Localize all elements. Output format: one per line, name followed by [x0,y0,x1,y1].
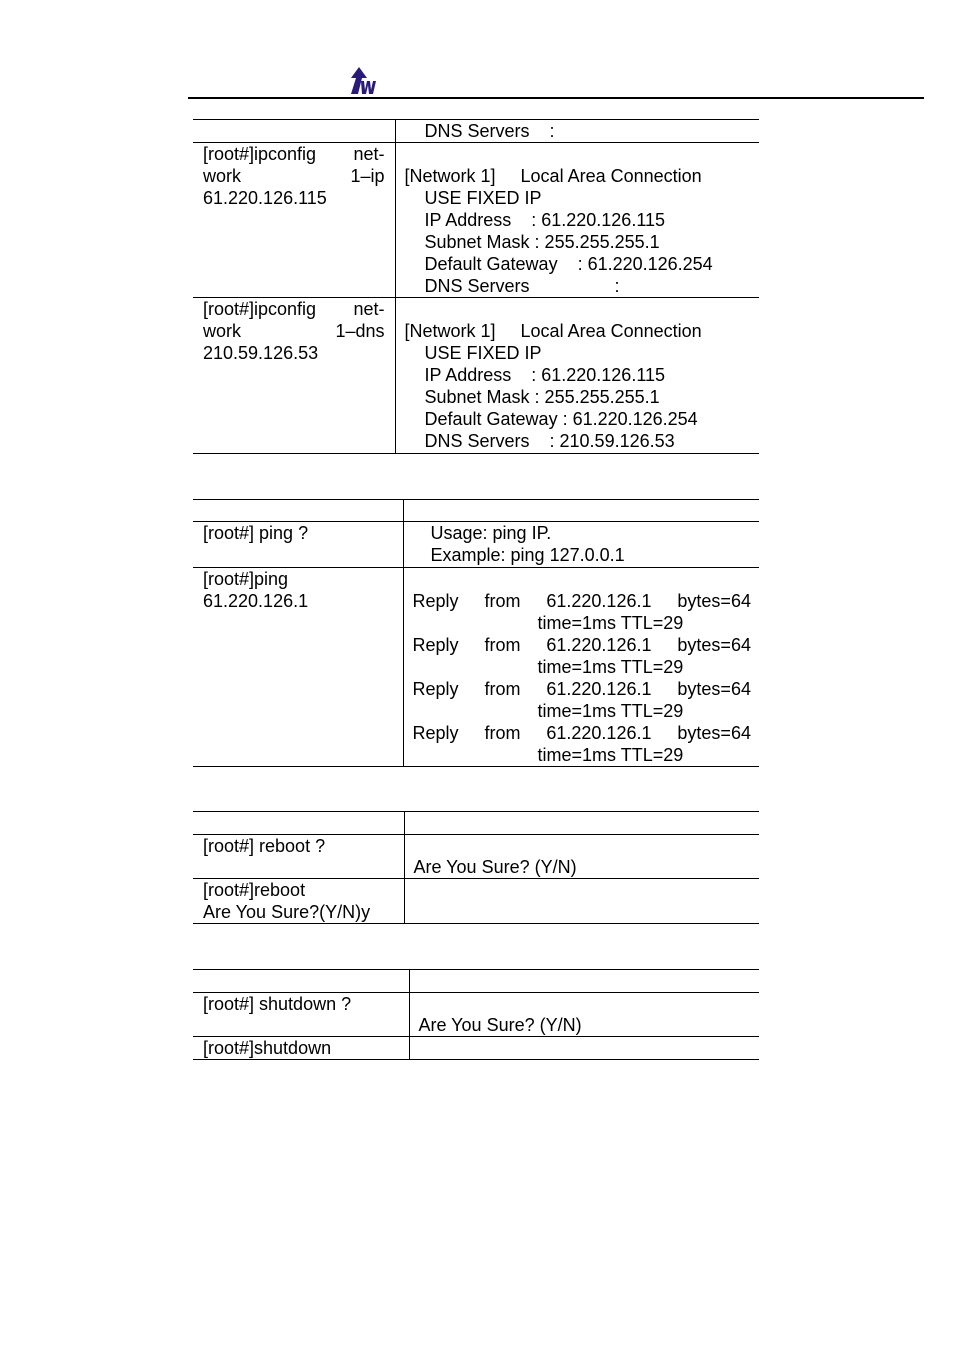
output-line: USE FIXED IP [424,343,542,363]
ping-table [193,499,759,767]
reply-time-line: time=1ms TTL=29 [537,613,684,633]
output-line: IP Address : 61.220.126.115 [424,365,666,385]
header-rule [188,97,924,99]
output-line: Default Gateway : 61.220.126.254 [424,254,713,274]
reply-time-line: time=1ms TTL=29 [537,657,684,677]
command-line: [root#] shutdown ? [203,994,352,1014]
reply-time-line: time=1ms TTL=29 [537,745,684,765]
command-line: [root#]shutdown [203,1038,332,1058]
output-line: Default Gateway : 61.220.126.254 [424,409,698,429]
command-line: [root#] ping ? [203,523,309,543]
reply-line: Reply from 61.220.126.1 bytes=64 [412,723,751,743]
output-line: DNS Servers : 210.59.126.53 [424,431,675,451]
command-line: [root#]ping [203,569,289,589]
command-line: work 1–ip [203,166,385,186]
confirm-prompt: Are You Sure? (Y/N) [413,857,577,877]
network-heading: [Network 1] Local Area Connection [404,321,702,341]
network-heading: [Network 1] Local Area Connection [404,166,702,186]
table-row [193,1037,759,1060]
dns-servers-line: DNS Servers : [424,121,555,141]
table-row [193,879,759,924]
table-row [193,835,759,879]
table-row [193,568,759,767]
shutdown-table [193,969,759,1060]
output-line: Subnet Mask : 255.255.255.1 [424,387,660,407]
table-row [193,522,759,568]
command-line: 61.220.126.115 [203,188,327,208]
reply-line: Reply from 61.220.126.1 bytes=64 [412,679,751,699]
output-line: IP Address : 61.220.126.115 [424,210,666,230]
usage-line: Usage: ping IP. [430,523,552,543]
command-line: [root#]reboot [203,880,306,900]
reboot-table [193,811,759,924]
table-row [193,120,759,143]
ipconfig-table [193,119,759,454]
table-row [193,812,759,835]
command-line: work 1–dns [203,321,385,341]
table-row [193,298,759,454]
command-line: 61.220.126.1 [203,591,309,611]
command-line: [root#] reboot ? [203,836,326,856]
arrow-logo-icon [349,67,379,95]
reply-line: Reply from 61.220.126.1 bytes=64 [412,591,751,611]
output-line: USE FIXED IP [424,188,542,208]
command-line: 210.59.126.53 [203,343,319,363]
table-row [193,500,759,522]
output-line: DNS Servers : [424,276,620,296]
reply-line: Reply from 61.220.126.1 bytes=64 [412,635,751,655]
reply-time-line: time=1ms TTL=29 [537,701,684,721]
example-line: Example: ping 127.0.0.1 [430,545,625,565]
output-line: Subnet Mask : 255.255.255.1 [424,232,660,252]
command-line: Are You Sure?(Y/N)y [203,902,371,922]
command-line: [root#]ipconfig net- [203,299,385,319]
confirm-prompt: Are You Sure? (Y/N) [418,1015,582,1035]
table-row [193,993,759,1037]
table-row [193,143,759,298]
table-row [193,970,759,993]
command-line: [root#]ipconfig net- [203,144,385,164]
